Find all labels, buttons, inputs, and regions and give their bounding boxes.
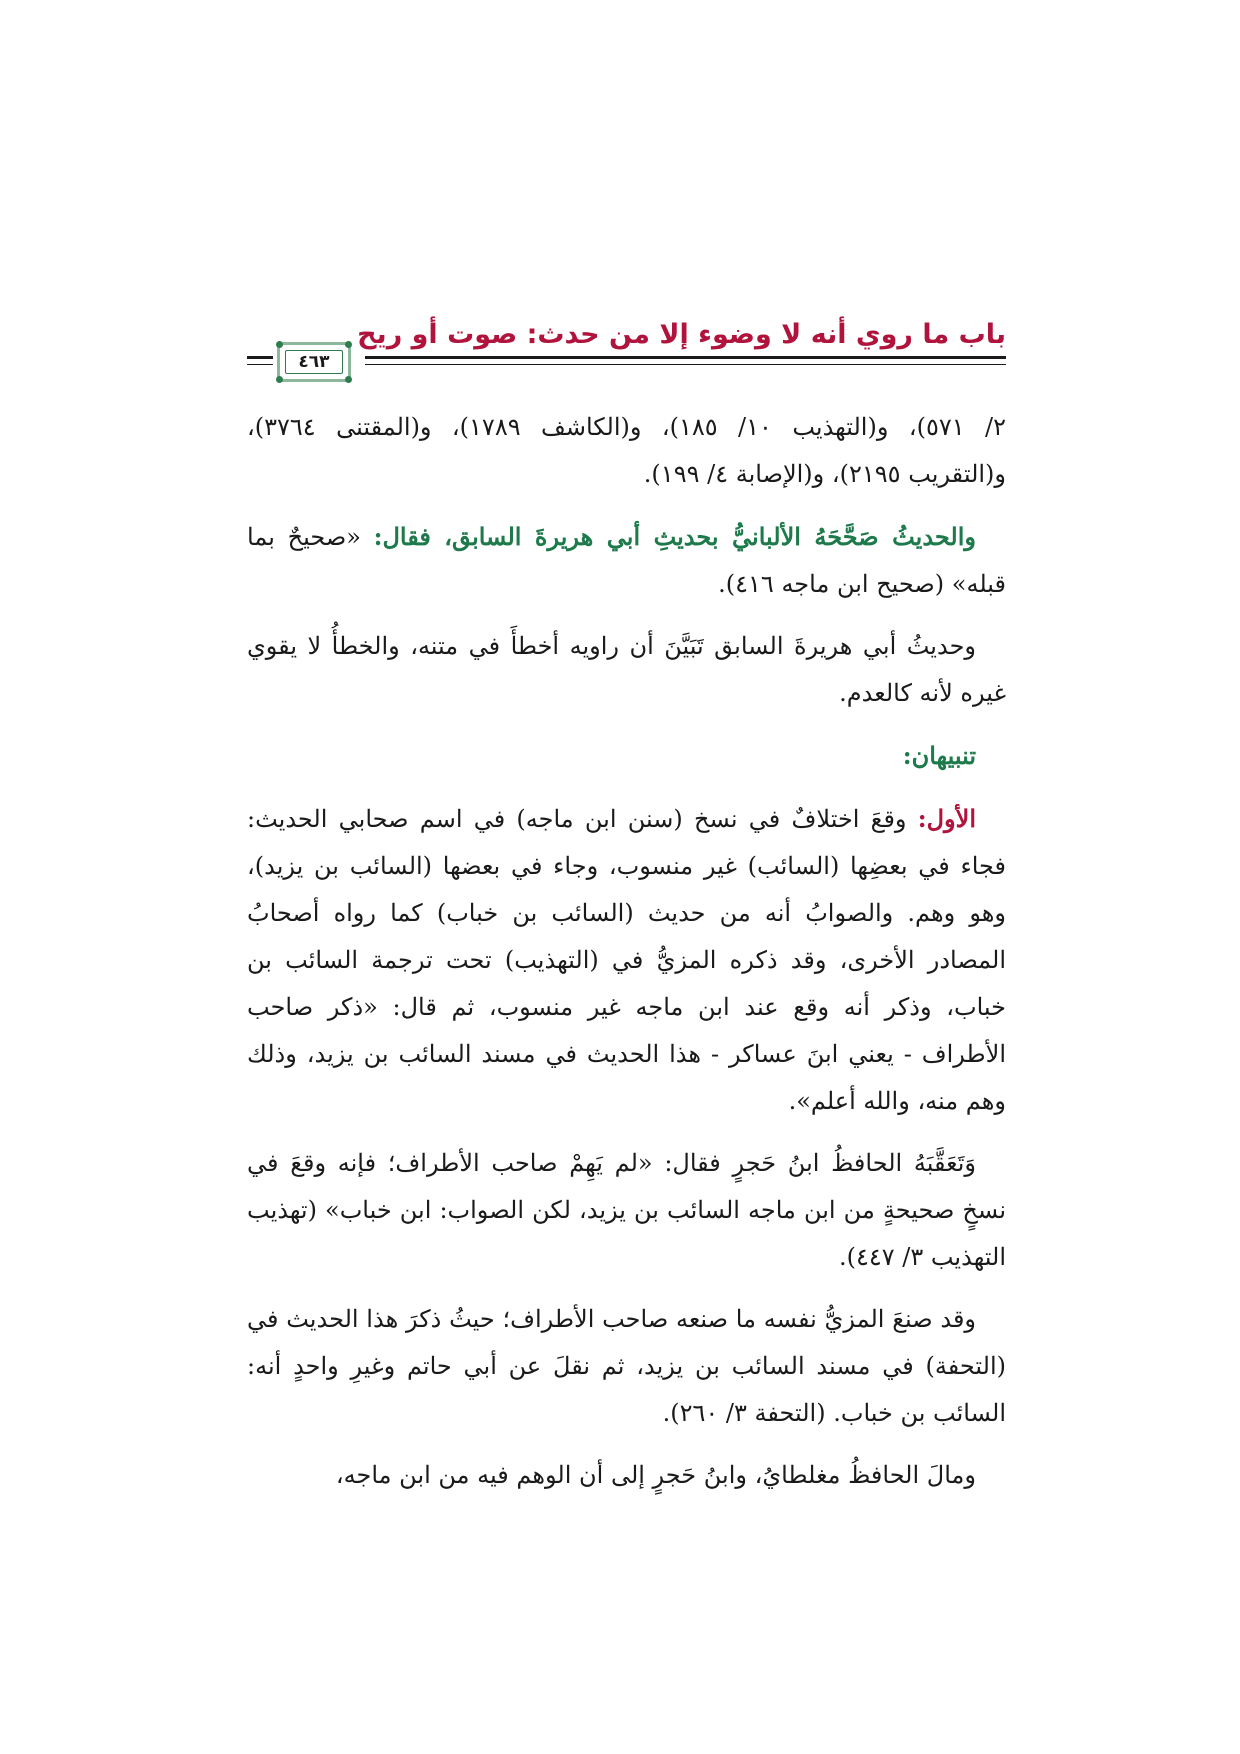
paragraph-albani: [247, 513, 1006, 608]
paragraph-mughlatai: ومالَ الحافظُ مغلطايُ، وابنُ حَجرٍ إلى أن الوهم فيه من ابن ماجه،: [335, 1461, 976, 1489]
header-rule-thick: [365, 356, 1006, 359]
paragraph-abu-hurairah: وحديثُ أبي هريرةَ السابق تَبَيَّنَ أن راويه أخطأَ في متنه، والخطأُ لا يقوي غيره لأنه كالعدم.: [247, 632, 1006, 707]
paragraph-first-note: [247, 795, 1006, 1125]
badge-ornament-icon: [276, 376, 283, 383]
first-note-text: وقعَ اختلافٌ في نسخ (سنن ابن ماجه) في اسم صحابي الحديث: فجاء في بعضِها (السائب) غير منسوب، وجاء في بعضها (السائب بن يزيد)، وهو وهم. والصوابُ أنه من حديث (السائب بن خباب) كما رواه أصحابُ المصادر الأخرى، وقد ذكره المزيُّ في (التهذيب) تحت ترجمة السائب بن خباب، وذكر أنه وقع عند ابن ماجه غير منسوب، ثم قال: «ذكر صاحب الأطراف - يعني ابنَ عساكر - هذا الحديث في مسند السائب بن يزيد، وذلك وهم منه، والله أعلم».: [247, 805, 1007, 1115]
badge-ornament-icon: [345, 376, 352, 383]
page-number: ٤٦٣: [285, 350, 343, 374]
header-rule-left-thin: [247, 364, 273, 365]
badge-ornament-icon: [345, 341, 352, 348]
first-note-label: الأول:: [917, 804, 976, 833]
paragraph-references: ٢/ ٥٧١)، و(التهذيب ١٠/ ١٨٥)، و(الكاشف ١٧٨٩)، و(المقتنى ٣٧٦٤)، و(التقريب ٢١٩٥)، و(الإصابة ٤/ ١٩٩).: [247, 413, 1006, 488]
page-header: [247, 318, 1006, 386]
page-number-badge: [277, 342, 351, 382]
paragraph-mizzi: وقد صنعَ المزيُّ نفسه ما صنعه صاحب الأطراف؛ حيثُ ذكرَ هذا الحديث في (التحفة) في مسند السائب بن يزيد، ثم نقلَ عن أبي حاتم وغيرِ واحدٍ أنه: السائب بن خباب. (التحفة ٣/ ٢٦٠).: [247, 1305, 1006, 1427]
header-rule-thin: [365, 364, 1006, 365]
albani-quote: «صحيحٌ بما قبله» (صحيح ابن ماجه ٤١٦).: [247, 523, 1006, 598]
header-rule-left-thick: [247, 356, 273, 359]
notes-heading: [247, 732, 1006, 780]
albani-lead: والحديثُ صَحَّحَهُ الألبانيُّ بحديثِ أبي هريرةَ السابق، فقال:: [373, 522, 976, 551]
paragraph-ibn-hajar: وَتَعَقَّبَهُ الحافظُ ابنُ حَجرٍ فقال: «لم يَهِمْ صاحب الأطراف؛ فإنه وقعَ في نسخٍ صحيحةٍ من ابن ماجه السائب بن يزيد، لكن الصواب: ابن خباب» (تهذيب التهذيب ٣/ ٤٤٧).: [247, 1149, 1006, 1271]
badge-ornament-icon: [276, 341, 283, 348]
page-body: [247, 404, 1006, 1514]
notes-heading-text: تنبيهان:: [902, 741, 976, 770]
chapter-title: باب ما روي أنه لا وضوء إلا من حدث: صوت أو ريح: [357, 319, 1006, 350]
